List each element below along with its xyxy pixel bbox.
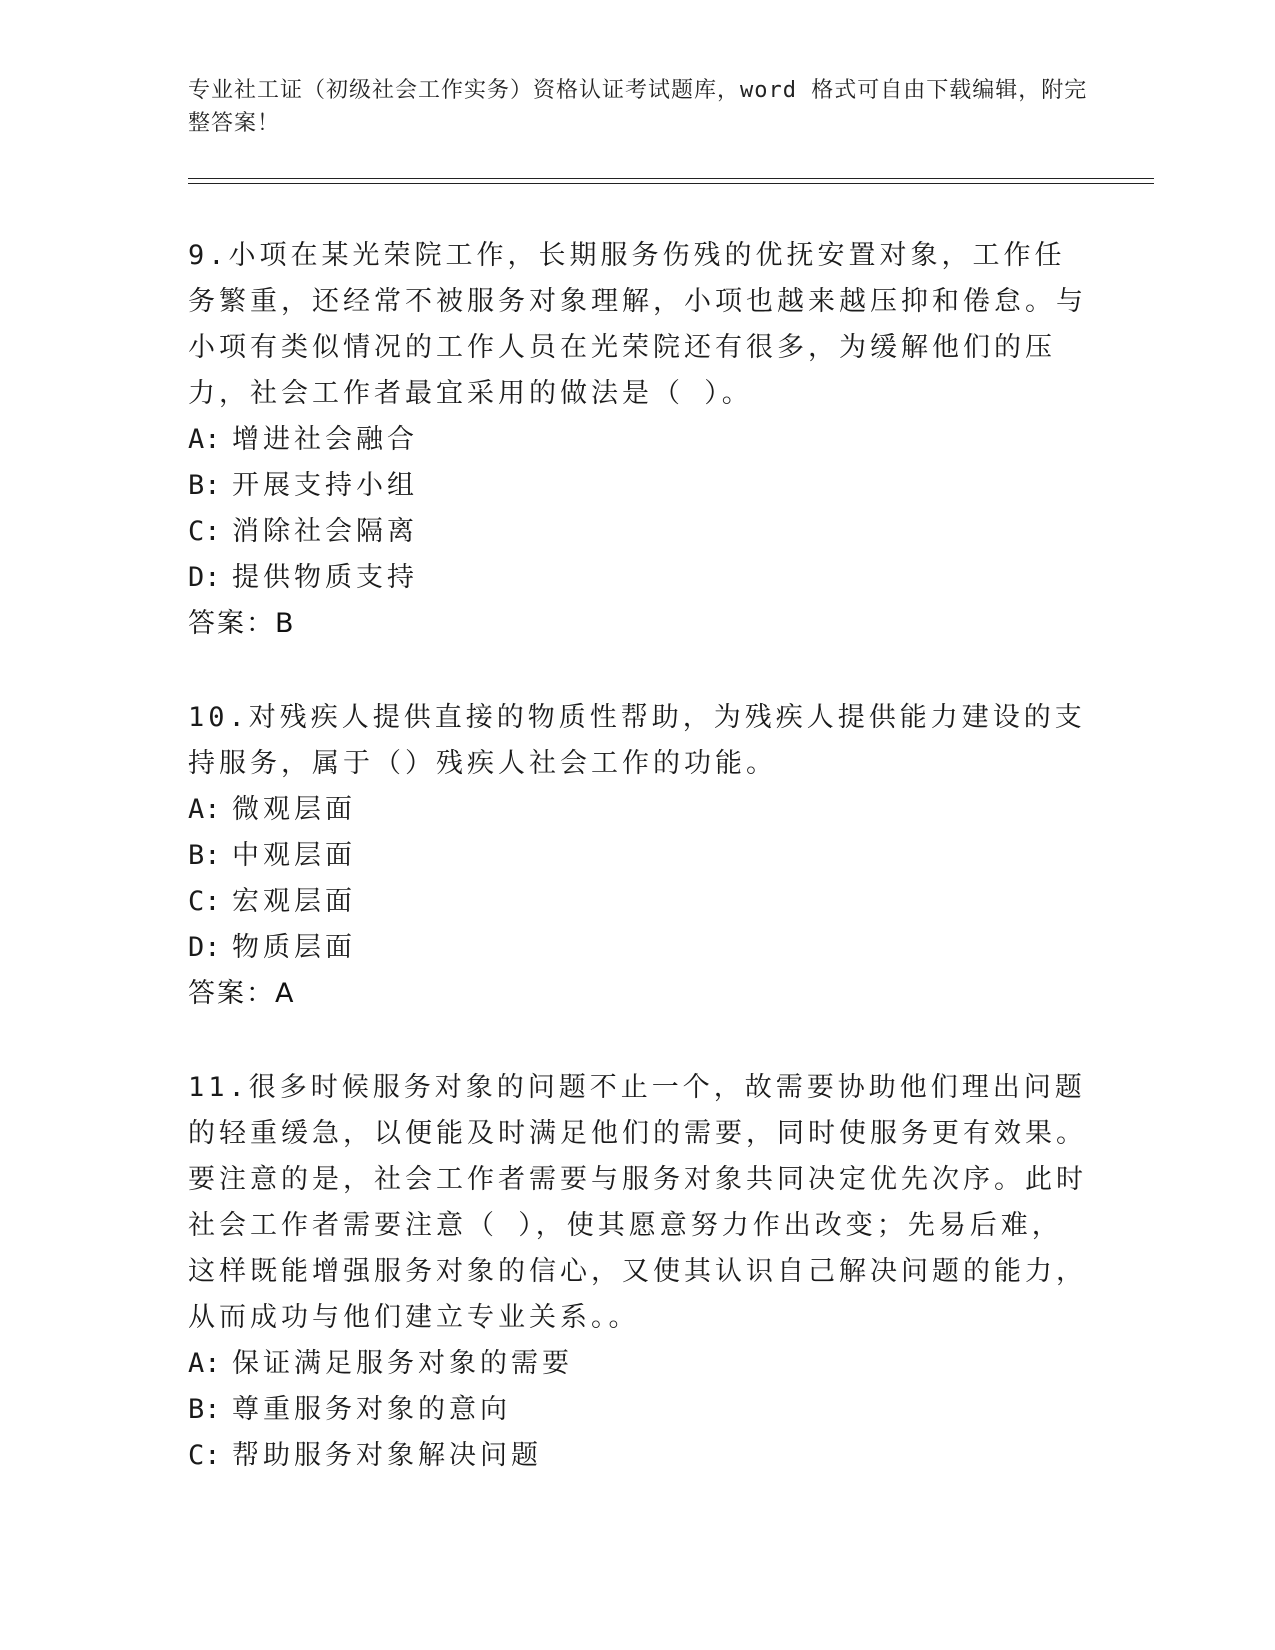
option-b [188,833,1088,879]
option-text: 中观层面 [232,840,356,871]
option-a [188,417,1088,463]
option-b [188,1387,1088,1433]
option-letter: D: [188,562,221,593]
option-letter: B: [188,840,221,871]
option-letter: C: [188,1440,221,1471]
option-text: 开展支持小组 [232,470,418,501]
option-b [188,463,1088,509]
option-letter: C: [188,516,221,547]
option-a [188,1341,1088,1387]
option-text: 微观层面 [232,794,356,825]
option-d [188,555,1088,601]
question-text: 10.对残疾人提供直接的物质性帮助，为残疾人提供能力建设的支持服务，属于（）残疾人社会工作的功能。 [188,702,1086,779]
question-list [188,233,1088,1527]
question-10 [188,695,1088,1017]
option-text: 尊重服务对象的意向 [232,1394,511,1425]
header-rule-bottom [188,183,1154,184]
option-text: 消除社会隔离 [232,516,418,547]
option-a [188,787,1088,833]
option-letter: B: [188,470,221,501]
option-text: 宏观层面 [232,886,356,917]
option-text: 物质层面 [232,932,356,963]
option-c [188,509,1088,555]
option-letter: B: [188,1394,221,1425]
option-letter: A: [188,1348,221,1379]
header-rule-top [188,178,1154,179]
option-d [188,925,1088,971]
option-letter: D: [188,932,221,963]
option-letter: C: [188,886,221,917]
option-text: 提供物质支持 [232,562,418,593]
option-c [188,1433,1088,1479]
option-letter: A: [188,424,221,455]
question-text: 9.小项在某光荣院工作，长期服务伤残的优抚安置对象，工作任务繁重，还经常不被服务对象理解，小项也越来越压抑和倦怠。与小项有类似情况的工作人员在光荣院还有很多，为缓解他们的压力，社会工作者最宜采用的做法是（ ）。 [188,240,1087,409]
question-text: 11.很多时候服务对象的问题不止一个，故需要协助他们理出问题的轻重缓急，以便能及时满足他们的需要，同时使服务更有效果。要注意的是，社会工作者需要与服务对象共同决定优先次序。此时社会工作者需要注意（ ），使其愿意努力作出改变；先易后难，这样既能增强服务对象的信心，又使其认识自己解决问题的能力，从而成功与他们建立专业关系。。 [188,1072,1087,1333]
option-text: 帮助服务对象解决问题 [232,1440,542,1471]
option-text: 保证满足服务对象的需要 [232,1348,573,1379]
document-header: 专业社工证（初级社会工作实务）资格认证考试题库，word 格式可自由下载编辑，附完整答案！ [188,78,1088,136]
answer-line: 答案：A [188,978,296,1009]
option-letter: A: [188,794,221,825]
question-9 [188,233,1088,647]
option-c [188,879,1088,925]
answer-line: 答案：B [188,608,296,639]
option-text: 增进社会融合 [232,424,418,455]
question-11 [188,1065,1088,1479]
